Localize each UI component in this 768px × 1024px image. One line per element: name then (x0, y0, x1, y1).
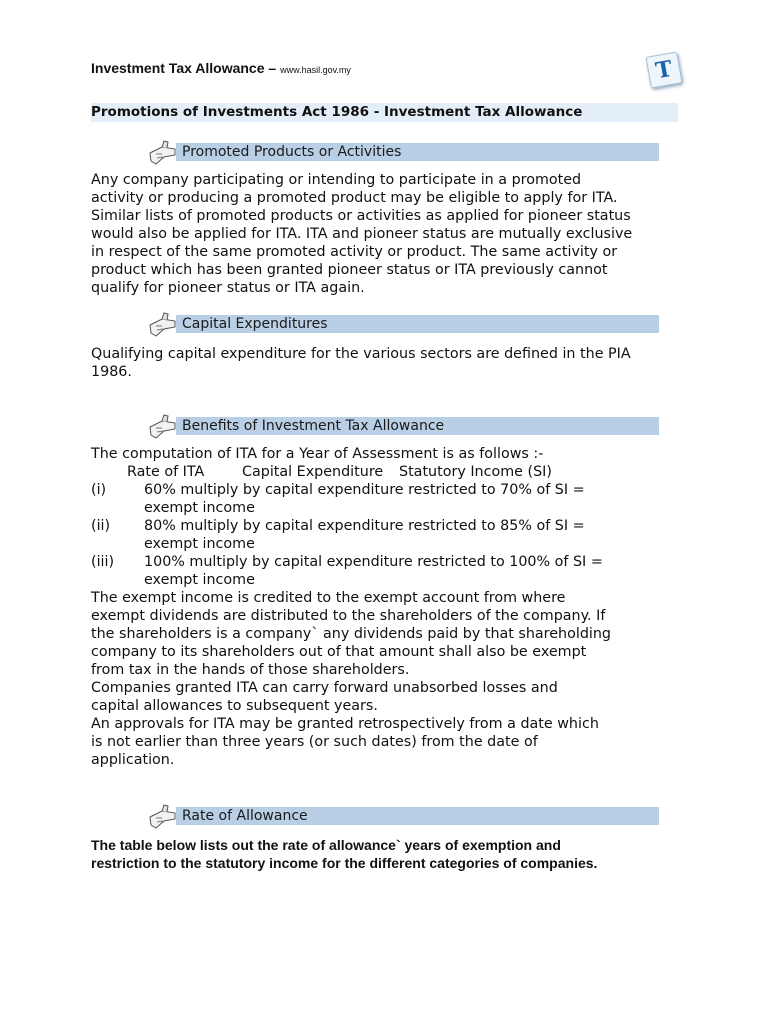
text-line: is not earlier than three years (or such dates) from the date of (91, 734, 538, 750)
text-line: Similar lists of promoted products or activities as applied for pioneer status (91, 208, 631, 224)
header-url[interactable]: www.hasil.gov.my (280, 65, 351, 75)
rate-paragraph (91, 836, 671, 872)
item-continuation: exempt income (144, 536, 255, 552)
text-line: Companies granted ITA can carry forward unabsorbed losses and (91, 680, 558, 696)
section-heading-capex (148, 313, 659, 333)
text-line: qualify for pioneer status or ITA again. (91, 280, 365, 296)
col-statutory-income: Statutory Income (SI) (399, 464, 552, 480)
text-line: from tax in the hands of those shareholders. (91, 662, 410, 678)
item-number: (i) (91, 482, 107, 498)
section-heading-label: Capital Expenditures (182, 316, 328, 332)
text-line: Qualifying capital expenditure for the various sectors are defined in the PIA (91, 346, 631, 362)
section-heading-label: Rate of Allowance (182, 808, 308, 824)
item-number: (ii) (91, 518, 111, 534)
section-heading-benefits (148, 415, 659, 435)
word-logo-icon: T (645, 51, 682, 88)
section-heading-label: Promoted Products or Activities (182, 144, 402, 160)
promoted-paragraph (91, 171, 671, 297)
hand-pointer-icon (148, 803, 178, 831)
text-line: The table below lists out the rate of allowance` years of exemption and (91, 837, 561, 853)
hand-pointer-icon (148, 139, 178, 167)
text-line: capital allowances to subsequent years. (91, 698, 378, 714)
item-continuation: exempt income (144, 500, 255, 516)
text-line: 1986. (91, 364, 132, 380)
document-title: Promotions of Investments Act 1986 - Investment Tax Allowance (91, 103, 678, 122)
col-rate-of-ita: Rate of ITA (127, 464, 205, 480)
section-heading-promoted (148, 141, 659, 161)
text-line: exempt dividends are distributed to the shareholders of the company. If (91, 608, 606, 624)
text-line: product which has been granted pioneer status or ITA previously cannot (91, 262, 608, 278)
text-line: activity or producing a promoted product may be eligible to apply for ITA. (91, 190, 618, 206)
text-line: company to its shareholders out of that amount shall also be exempt (91, 644, 587, 660)
text-line: restriction to the statutory income for the different categories of companies. (91, 855, 598, 871)
header-title: Investment Tax Allowance (91, 60, 265, 76)
hand-pointer-icon (148, 311, 178, 339)
col-capital-expenditure: Capital Expenditure (242, 464, 384, 480)
capex-paragraph (91, 345, 671, 381)
section-heading-rate (148, 805, 659, 825)
text-line: would also be applied for ITA. ITA and pioneer status are mutually exclusive (91, 226, 633, 242)
item-number: (iii) (91, 554, 115, 570)
benefits-paragraph (91, 589, 671, 769)
item-text: 60% multiply by capital expenditure restricted to 70% of SI = (144, 482, 585, 498)
item-text: 80% multiply by capital expenditure restricted to 85% of SI = (144, 518, 585, 534)
text-line: in respect of the same promoted activity or product. The same activity or (91, 244, 618, 260)
item-continuation: exempt income (144, 572, 255, 588)
header-dash: – (268, 60, 277, 76)
text-line: The exempt income is credited to the exempt account from where (91, 590, 566, 606)
hand-pointer-icon (148, 413, 178, 441)
item-text: 100% multiply by capital expenditure restricted to 100% of SI = (144, 554, 603, 570)
text-line: Any company participating or intending to participate in a promoted (91, 172, 582, 188)
text-line: An approvals for ITA may be granted retrospectively from a date which (91, 716, 599, 732)
benefits-intro: The computation of ITA for a Year of Assessment is as follows :- (91, 446, 544, 462)
text-line: the shareholders is a company` any dividends paid by that shareholding (91, 626, 612, 642)
document-header (91, 60, 351, 76)
section-heading-label: Benefits of Investment Tax Allowance (182, 418, 445, 434)
text-line: application. (91, 752, 175, 768)
